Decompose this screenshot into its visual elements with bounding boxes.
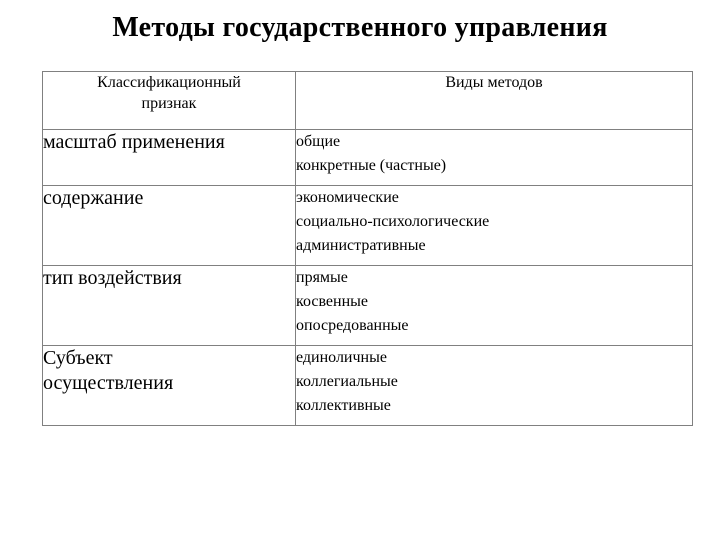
- method-item: конкретные (частные): [296, 157, 447, 174]
- method-item: коллективные: [296, 397, 391, 414]
- method-item: административные: [296, 237, 426, 254]
- table-row: [43, 186, 693, 266]
- feature-label: масштаб применения: [43, 131, 225, 153]
- feature-label: осуществления: [43, 372, 174, 394]
- header-methods: [296, 72, 693, 130]
- header-feature-line: Классификационный: [97, 74, 241, 91]
- table-row: [43, 346, 693, 426]
- feature-label: тип воздействия: [43, 267, 182, 289]
- methods-table: [42, 71, 693, 426]
- methods-cell: [296, 266, 693, 346]
- method-item: коллегиальные: [296, 373, 398, 390]
- methods-cell: [296, 130, 693, 186]
- method-item: прямые: [296, 269, 348, 286]
- method-item: опосредованные: [296, 317, 409, 334]
- feature-cell: [43, 186, 296, 266]
- feature-label: содержание: [43, 187, 144, 209]
- feature-cell: [43, 130, 296, 186]
- page-title: Методы государственного управления: [112, 12, 608, 43]
- methods-cell: [296, 186, 693, 266]
- methods-cell: [296, 346, 693, 426]
- feature-cell: [43, 266, 296, 346]
- method-item: социально-психологические: [296, 213, 490, 230]
- table-row: [43, 130, 693, 186]
- header-feature-line: признак: [141, 95, 197, 112]
- table-row: [43, 266, 693, 346]
- table-header-row: [43, 72, 693, 130]
- feature-cell: [43, 346, 296, 426]
- method-item: единоличные: [296, 349, 387, 366]
- feature-label: Субъект: [43, 347, 113, 369]
- method-item: экономические: [296, 189, 399, 206]
- method-item: общие: [296, 133, 341, 150]
- header-methods-label: Виды методов: [445, 74, 543, 91]
- method-item: косвенные: [296, 293, 368, 310]
- header-feature: [43, 72, 296, 130]
